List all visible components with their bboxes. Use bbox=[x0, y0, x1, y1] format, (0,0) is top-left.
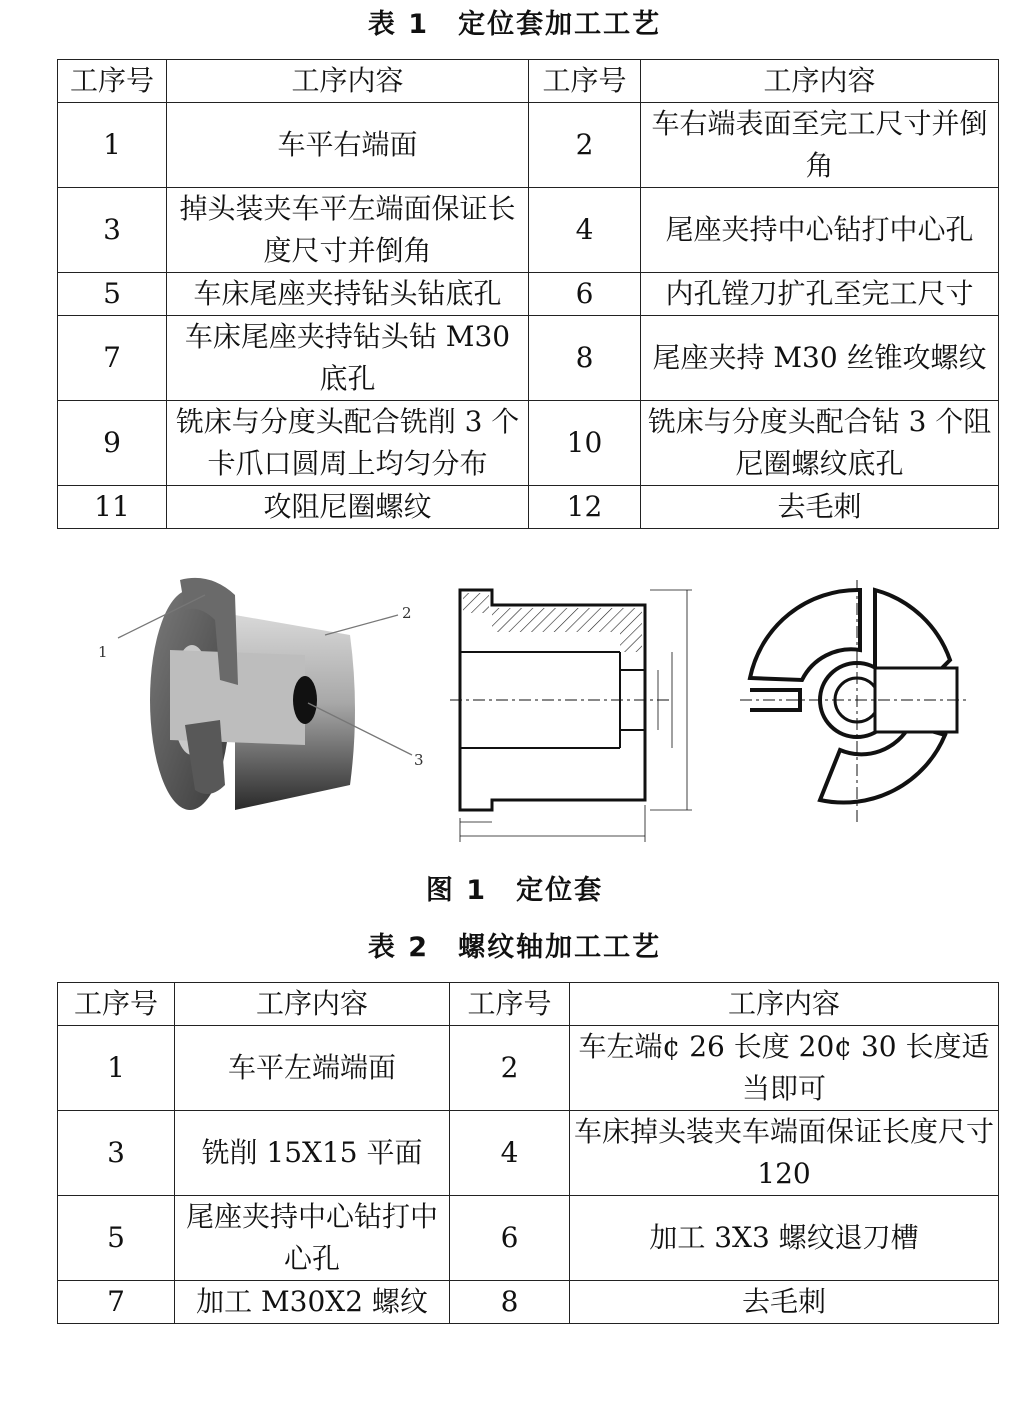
step-no: 3 bbox=[58, 1111, 175, 1196]
table-row bbox=[58, 1111, 999, 1196]
step-content: 去毛刺 bbox=[570, 1281, 999, 1324]
step-no: 12 bbox=[529, 486, 641, 529]
step-no: 8 bbox=[450, 1281, 570, 1324]
table2-caption: 表 2 螺纹轴加工工艺 bbox=[367, 932, 662, 963]
table1-caption: 表 1 定位套加工工艺 bbox=[367, 9, 662, 40]
step-no: 7 bbox=[58, 1281, 175, 1324]
step-content: 车平左端端面 bbox=[175, 1026, 450, 1111]
process-table-2 bbox=[57, 982, 999, 1324]
step-no: 2 bbox=[529, 103, 641, 188]
step-no: 5 bbox=[58, 1196, 175, 1281]
step-content: 尾座夹持中心钻打中心孔 bbox=[175, 1196, 450, 1281]
table-row bbox=[58, 273, 999, 316]
locating-sleeve-figure bbox=[60, 560, 970, 850]
step-content: 车床尾座夹持钻头钻底孔 bbox=[167, 273, 529, 316]
step-no: 6 bbox=[529, 273, 641, 316]
step-no: 11 bbox=[58, 486, 167, 529]
step-no: 6 bbox=[450, 1196, 570, 1281]
step-no: 5 bbox=[58, 273, 167, 316]
step-content: 内孔镗刀扩孔至完工尺寸 bbox=[641, 273, 999, 316]
callout-label: 1 bbox=[98, 643, 108, 661]
step-no: 3 bbox=[58, 188, 167, 273]
step-content: 去毛刺 bbox=[641, 486, 999, 529]
table-row bbox=[58, 316, 999, 401]
step-no: 4 bbox=[529, 188, 641, 273]
table-row bbox=[58, 1026, 999, 1111]
header-step-no: 工序号 bbox=[529, 60, 641, 103]
callout-label: 2 bbox=[402, 604, 412, 622]
figure1-caption: 图 1 定位套 bbox=[425, 875, 604, 906]
step-content: 车平右端面 bbox=[167, 103, 529, 188]
step-content: 尾座夹持中心钻打中心孔 bbox=[641, 188, 999, 273]
step-content: 铣削 15X15 平面 bbox=[175, 1111, 450, 1196]
step-no: 10 bbox=[529, 401, 641, 486]
step-content: 车床尾座夹持钻头钻 M30 底孔 bbox=[167, 316, 529, 401]
header-step-content: 工序内容 bbox=[175, 983, 450, 1026]
table-header-row bbox=[58, 60, 999, 103]
step-no: 4 bbox=[450, 1111, 570, 1196]
step-no: 9 bbox=[58, 401, 167, 486]
step-content: 尾座夹持 M30 丝锥攻螺纹 bbox=[641, 316, 999, 401]
process-table-1 bbox=[57, 59, 999, 529]
table-header-row bbox=[58, 983, 999, 1026]
step-content: 掉头装夹车平左端面保证长度尺寸并倒角 bbox=[167, 188, 529, 273]
step-no: 1 bbox=[58, 103, 167, 188]
step-no: 2 bbox=[450, 1026, 570, 1111]
step-content: 铣床与分度头配合钻 3 个阻尼圈螺纹底孔 bbox=[641, 401, 999, 486]
table-row bbox=[58, 188, 999, 273]
header-step-no: 工序号 bbox=[58, 983, 175, 1026]
step-content: 车右端表面至完工尺寸并倒角 bbox=[641, 103, 999, 188]
table-row bbox=[58, 486, 999, 529]
sleeve-end-view bbox=[740, 580, 970, 822]
sleeve-section-view bbox=[450, 590, 692, 842]
sleeve-3d-view bbox=[98, 578, 424, 810]
step-no: 1 bbox=[58, 1026, 175, 1111]
step-content: 车左端¢ 26 长度 20¢ 30 长度适当即可 bbox=[570, 1026, 999, 1111]
callout-label: 3 bbox=[414, 751, 424, 769]
header-step-no: 工序号 bbox=[450, 983, 570, 1026]
header-step-content: 工序内容 bbox=[570, 983, 999, 1026]
header-step-content: 工序内容 bbox=[641, 60, 999, 103]
header-step-no: 工序号 bbox=[58, 60, 167, 103]
step-no: 8 bbox=[529, 316, 641, 401]
step-content: 车床掉头装夹车端面保证长度尺寸 120 bbox=[570, 1111, 999, 1196]
table-row bbox=[58, 401, 999, 486]
header-step-content: 工序内容 bbox=[167, 60, 529, 103]
table-row bbox=[58, 1281, 999, 1324]
step-content: 加工 3X3 螺纹退刀槽 bbox=[570, 1196, 999, 1281]
leader-line bbox=[325, 615, 398, 635]
step-content: 攻阻尼圈螺纹 bbox=[167, 486, 529, 529]
step-content: 铣床与分度头配合铣削 3 个卡爪口圆周上均匀分布 bbox=[167, 401, 529, 486]
table-row bbox=[58, 1196, 999, 1281]
step-no: 7 bbox=[58, 316, 167, 401]
step-content: 加工 M30X2 螺纹 bbox=[175, 1281, 450, 1324]
table-row bbox=[58, 103, 999, 188]
